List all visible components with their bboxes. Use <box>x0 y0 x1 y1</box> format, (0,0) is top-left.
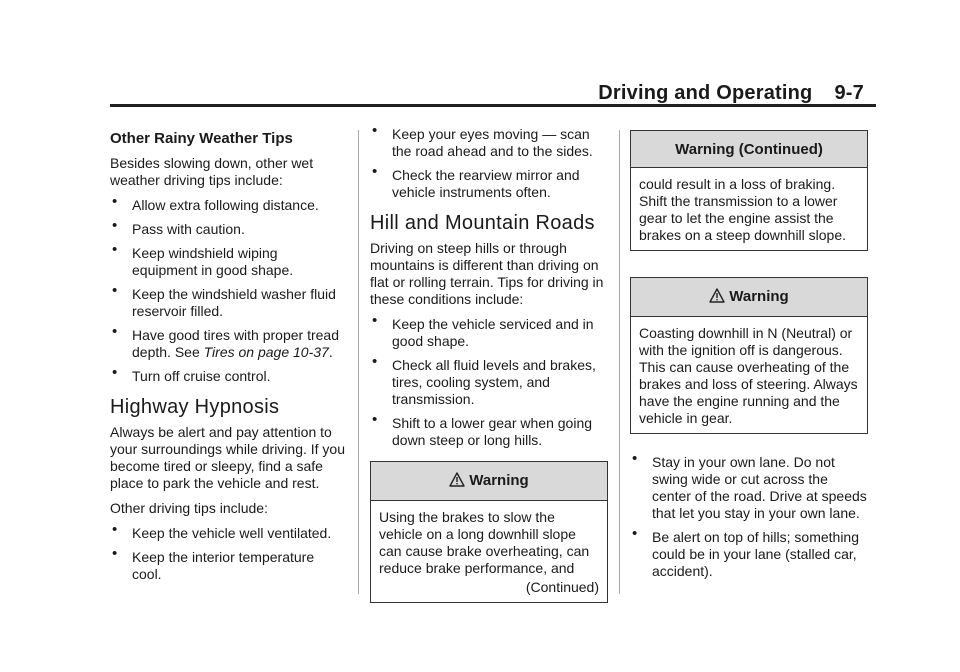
column-divider <box>619 130 620 594</box>
bullet-icon: • <box>112 545 118 562</box>
warning-triangle-icon <box>709 288 725 307</box>
section-heading-hills: Hill and Mountain Roads <box>370 212 595 234</box>
page-number: 9-7 <box>834 82 864 104</box>
list-item: • Pass with caution. <box>112 217 245 237</box>
continued-label: (Continued) <box>525 579 599 595</box>
warning-body: could result in a loss of braking. Shift the transmission to a lower gear to let the engine assist the brakes on a steep downhill slope. <box>639 176 847 243</box>
list-item: • Turn off cruise control. <box>112 364 271 384</box>
bullet-icon: • <box>112 193 118 210</box>
list-item: • Keep windshield wiping equipment in good shape. <box>112 241 294 278</box>
bullet-list <box>630 450 868 580</box>
section-title: Driving and Operating <box>598 82 813 104</box>
bullet-icon: • <box>112 323 118 340</box>
warning-header: Warning (Continued) <box>631 131 867 168</box>
warning-body: Using the brakes to slow the vehicle on a long downhill slope can cause brake overheating, can reduce brake performance, and (Continued) <box>379 509 599 595</box>
list-item: • Keep the vehicle serviced and in good shape. <box>372 312 594 349</box>
bullet-icon: • <box>112 282 118 299</box>
list-item: • Keep the vehicle well ventilated. <box>112 521 332 541</box>
bullet-icon: • <box>112 521 118 538</box>
bullet-icon: • <box>372 312 378 329</box>
section-heading-hypnosis: Highway Hypnosis <box>110 396 280 418</box>
list-item: • Keep the interior temperature cool. <box>112 545 315 582</box>
bullet-icon: • <box>372 353 378 370</box>
column-3 <box>630 126 868 587</box>
paragraph: Other driving tips include: <box>110 500 268 516</box>
list-item: • Keep the windshield washer fluid reservoir filled. <box>112 282 336 319</box>
page-header <box>598 82 864 105</box>
bullet-icon: • <box>112 241 118 258</box>
paragraph: Always be alert and pay attention to your surroundings while driving. If you become tired or sleepy, find a safe place to park the vehicle and rest. <box>110 424 346 491</box>
list-item: • Stay in your own lane. Do not swing wide or cut across the center of the road. Drive at speeds that let you stay in your own lane. <box>632 450 867 521</box>
cross-reference-link[interactable]: Tires on page 10-37 <box>203 344 329 360</box>
warning-header <box>371 462 607 501</box>
column-1 <box>110 126 346 590</box>
bullet-list <box>110 521 346 583</box>
bullet-icon: • <box>372 122 378 139</box>
warning-triangle-icon <box>449 472 465 491</box>
list-item: • Keep your eyes moving — scan the road ahead and to the sides. <box>372 122 593 159</box>
bullet-list <box>370 122 608 201</box>
warning-header <box>631 278 867 317</box>
warning-title: Warning <box>469 472 529 489</box>
warning-box <box>370 461 608 603</box>
bullet-icon: • <box>372 411 378 428</box>
warning-body: Coasting downhill in N (Neutral) or with the ignition off is dangerous. This can cause overheating of the brakes and loss of steering. Always have the engine running and the vehicle in gear. <box>639 325 858 426</box>
list-item: • Be alert on top of hills; something could be in your lane (stalled car, accident). <box>632 525 860 579</box>
warning-title: Warning <box>729 288 789 305</box>
warning-box <box>630 277 868 434</box>
bullet-icon: • <box>372 163 378 180</box>
bullet-list <box>370 312 608 449</box>
column-divider <box>358 130 359 594</box>
list-item: • Check all fluid levels and brakes, tires, cooling system, and transmission. <box>372 353 596 407</box>
list-item: • Have good tires with proper tread depth. See Tires on page 10-37. <box>112 323 339 360</box>
section-heading-rainy: Other Rainy Weather Tips <box>110 130 293 147</box>
paragraph: Besides slowing down, other wet weather driving tips include: <box>110 155 314 188</box>
column-2 <box>370 122 608 617</box>
list-item: • Check the rearview mirror and vehicle instruments often. <box>372 163 580 200</box>
bullet-icon: • <box>112 217 118 234</box>
bullet-icon: • <box>112 364 118 381</box>
list-item: • Shift to a lower gear when going down steep or long hills. <box>372 411 593 448</box>
bullet-list <box>110 193 346 385</box>
warning-box-continued <box>630 130 868 251</box>
bullet-icon: • <box>632 450 638 467</box>
paragraph: Driving on steep hills or through mountains is different than driving on flat or rolling terrain. Tips for driving in these conditions include: <box>370 240 604 307</box>
list-item: • Allow extra following distance. <box>112 193 319 213</box>
bullet-icon: • <box>632 525 638 542</box>
header-rule <box>110 104 876 107</box>
